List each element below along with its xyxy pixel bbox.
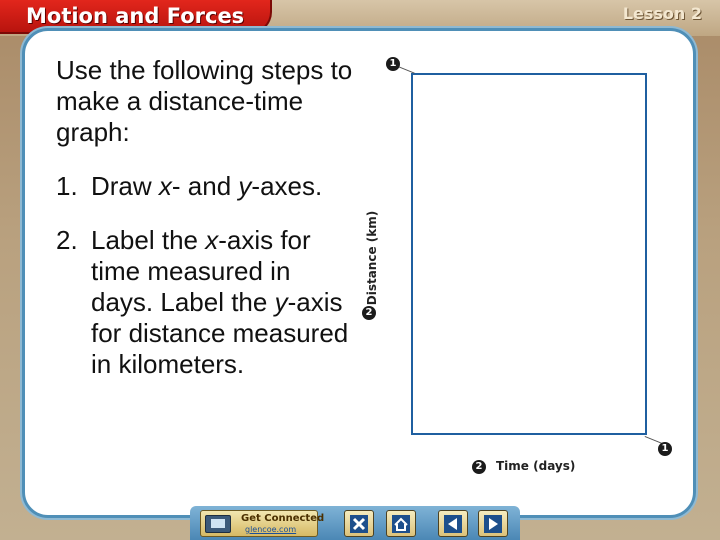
step-text: Label the [91, 225, 206, 255]
step-text: -axis for distance measured in kilometers. [91, 287, 349, 379]
step-number: 1. [56, 171, 78, 201]
close-icon [349, 514, 369, 534]
back-arrow-icon [443, 514, 463, 534]
home-icon [391, 514, 411, 534]
home-button[interactable] [386, 510, 416, 537]
get-connected-label: Get Connected [241, 513, 325, 524]
y-variable: y [274, 287, 288, 317]
marker-2-bottom: 2 [472, 460, 486, 474]
intro-text: Use the following steps to make a distance-time graph: [56, 55, 353, 147]
x-variable: x [158, 171, 172, 201]
x-variable: x [205, 225, 219, 255]
glencoe-link[interactable]: glencoe.com [245, 525, 297, 534]
step-text: -axes. [251, 171, 323, 201]
get-connected-button[interactable] [200, 510, 325, 537]
graph-frame [411, 73, 647, 435]
chapter-title: Motion and Forces [0, 0, 272, 34]
y-axis-label: Distance (km) [365, 210, 379, 306]
y-variable: y [238, 171, 252, 201]
marker-2-left: 2 [362, 306, 376, 320]
close-button[interactable] [344, 510, 374, 537]
step-number: 2. [56, 225, 78, 255]
x-axis-label: Time (days) [496, 459, 576, 473]
computer-icon [205, 515, 231, 533]
step-text: - and [171, 171, 239, 201]
forward-button[interactable] [478, 510, 508, 537]
step-text: -axis for time measured in days. Label the [91, 225, 311, 317]
forward-arrow-icon [483, 514, 503, 534]
step-1 [56, 171, 356, 202]
marker-1-top: 1 [386, 57, 400, 71]
step-2 [56, 225, 356, 380]
step-text: Draw [91, 171, 159, 201]
back-button[interactable] [438, 510, 468, 537]
marker-1-bottom: 1 [658, 442, 672, 456]
instructions [56, 55, 356, 380]
lesson-label: Lesson 2 [622, 4, 702, 23]
